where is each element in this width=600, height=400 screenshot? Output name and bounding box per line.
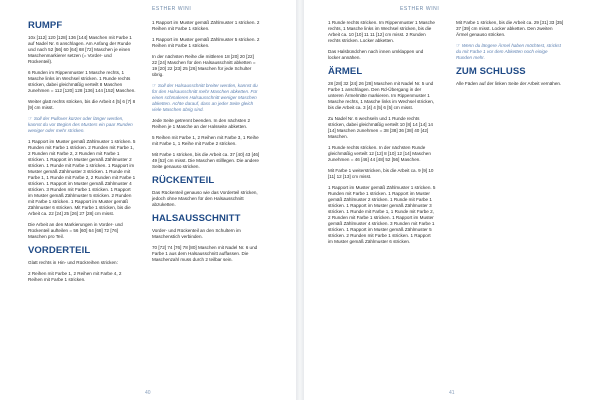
tip-note <box>152 83 260 113</box>
hand-pointer-icon: ☞ <box>152 83 158 89</box>
instruction-paragraph: In der nächsten Reihe die mittleren 18 [20] 20 [22] 22 [24] Maschen für den Halsausschnitt abketten = 19 [20] 22 [23] 25 [26] Maschen für jede Schulter übrig. <box>152 54 256 77</box>
instruction-paragraph: 1 Rapport im Muster gemäß Zählmuster 5 stricken. 2 Reihen mit Farbe 1 stricken. <box>152 37 260 48</box>
page-number: 40 <box>145 390 151 396</box>
instruction-paragraph: Vorder- und Rückenteil an den Schultern im Maschenstich verbinden. <box>152 228 241 239</box>
instruction-paragraph: 1 Rapport im Muster gemäß Zählmuster 1 stricken. 2 Reihen mit Farbe 1 stricken. <box>152 20 260 31</box>
instruction-paragraph: Das Halsbündchen nach innen umklappen und locker annähen. <box>328 49 424 60</box>
instruction-paragraph: 6 Runden im Rippenmuster 1 Masche rechts, 1 Masche links im Wechsel stricken. 1 Runde rechts stricken, dabei gleichmäßig verteilt 8 Maschen zunehmen = 112 [120] 128 [136] 144 [152] Maschen. <box>28 70 136 93</box>
instruction-paragraph: 2 Reihen mit Farbe 1, 2 Reihen mit Farbe 4, 2 Reihen mit Farbe 1 stricken. <box>28 271 122 282</box>
section-heading: ZUM SCHLUSS <box>456 66 526 77</box>
section-heading: RÜCKENTEIL <box>152 175 215 186</box>
section-heading: HALSAUSSCHNITT <box>152 213 241 224</box>
section-heading: ÄRMEL <box>328 66 363 77</box>
instruction-paragraph: 1 Rapport im Muster gemäß Zählmuster 1 stricken. 5 Runden mit Farbe 1 stricken. 2 Runden mit Farbe 1, 2 Runden mit Farbe 2, 2 Runden mit Farbe 1 stricken. 1 Rapport im Muster gemäß Zählmuster 2 stricken. 1 Runde mit Farbe 1 stricken. 1 Rapport im Muster gemäß Zählmuster 3 stricken. 1 Runde mit Farbe 1, 1 Runde mit Farbe 2, 2 Runden mit Farbe 1 stricken. 1 Rapport im Muster gemäß Zählmuster 4 stricken. 3 Runden mit Farbe 1 stricken. 1 Rapport im Muster gemäß Zählmuster 5 stricken. 2 Runden mit Farbe 1 stricken. 1 Rapport im Muster gemäß Zählmuster 6 stricken. Mit Farbe 1 stricken, bis die Arbeit ca. 22 [24] 25 [26] 27 [28] cm misst. <box>28 139 136 216</box>
instruction-paragraph: 1 Runde rechts stricken. Im Rippenmuster 1 Masche rechts, 1 Masche links im Wechsel stricken, bis die Arbeit ca. 10 [10] 11 11 [12] cm misst. 2 Runden rechts stricken. Locker abketten. <box>328 20 435 43</box>
instruction-paragraph: Mit Farbe 1 stricken, bis die Arbeit ca. 29 [31] 33 [35] 37 [39] cm misst. Locker abketten. Den zweiten Ärmel genauso stricken. <box>456 20 564 37</box>
tip-text: Soll der Pullover kürzer oder länger werden, kannst du vor Beginn des Musters ein paar Runden weniger oder mehr stricken. <box>28 116 133 133</box>
instruction-paragraph: Jede Seite getrennt beenden. In den nächsten 2 Reihen je 1 Masche an der Halsseite abketten. <box>152 118 251 129</box>
instruction-paragraph: Mit Farbe 1 stricken, bis die Arbeit ca. 37 [40] 43 [46] 49 [52] cm misst. Die Maschen stilllegen. Die andere Seite genauso stricken. <box>152 152 260 169</box>
hand-pointer-icon: ☞ <box>456 43 462 49</box>
section-heading: RUMPF <box>28 20 63 31</box>
tip-text: Wenn du längere Ärmel haben möchtest, strickst du mit Farbe 1 vor dem Abketten noch einige Runden mehr. <box>456 43 561 60</box>
running-header: ESTHER WINI <box>400 6 440 12</box>
running-header: ESTHER WINI <box>152 6 192 12</box>
instruction-paragraph: Das Rückenteil genauso wie das Vorderteil stricken, jedoch ohne Maschen für den Halsausschnitt abzuketten. <box>152 190 258 207</box>
instruction-paragraph: Die Arbeit an den Markierungen in Vorder- und Rückenteil aufteilen = 56 [60] 64 [68] 72 [76] Maschen pro Teil. <box>28 222 123 239</box>
column <box>328 20 436 250</box>
instruction-paragraph: Weiter glatt rechts stricken, bis die Arbeit 4 [5] 6 [7] 8 [9] cm misst. <box>28 99 136 110</box>
tip-note <box>456 43 564 61</box>
column <box>28 20 136 288</box>
instruction-paragraph: Mit Farbe 1 weiterstricken, bis die Arbeit ca. 9 [9] 10 [11] 12 [13] cm misst. <box>328 168 434 179</box>
left-page <box>0 0 296 400</box>
instruction-paragraph: 28 [28] 32 [24] 26 [28] Maschen mit Nadel Nr. 5 und Farbe 1 anschlagen. Den Rd-Übergang in der unteren Ärmelmitte markieren. Im Rippenmuster 1 Masche rechts, 1 Masche links im Wechsel stricken, bis die Arbeit ca. 3 [4] 4 [5] 6 [5] cm misst. <box>328 81 435 110</box>
hand-pointer-icon: ☞ <box>28 116 34 122</box>
gutter <box>296 0 304 400</box>
instruction-paragraph: Zu Nadel Nr. 6 wechseln und 1 Runde rechts stricken, dabei gleichmäßig verteilt 10 [8] 14 [14] 14 [14] Maschen zunehmen = 38 [38] 36 [38] 40 [42] Maschen. <box>328 116 433 139</box>
instruction-paragraph: Alle Fäden auf der linken Seite der Arbeit vernähen. <box>456 81 562 86</box>
page-number: 41 <box>449 390 455 396</box>
column <box>456 20 564 92</box>
instruction-paragraph: 10x [112] 120 [128] 136 [144] Maschen mit Farbe 1 auf Nadel Nr. 6 anschlagen. Am Anfang der Runde und nach 52 [56] 60 [64] 68 [72] Maschen je einen Maschenmarkierer setzen (= Vorder- und Rückenteil). <box>28 35 132 64</box>
instruction-paragraph: Glatt rechts in Hin- und Rückreihen stricken: <box>28 260 118 265</box>
instruction-paragraph: 1 Rapport im Muster gemäß Zählmuster 1 stricken. 5 Runden mit Farbe 1 stricken. 1 Rapport im Muster gemäß Zählmuster 2 stricken. 1 Runde mit Farbe 1 stricken. 1 Rapport im Muster gemäß Zählmuster 3 stricken. 1 Runde mit Farbe 1, 1 Runde mit Farbe 2, 2 Runden mit Farbe 1 stricken. 1 Rapport im Muster gemäß Zählmuster 4 stricken. 3 Runden mit Farbe 1 stricken. 1 Rapport im Muster gemäß Zählmuster 5 stricken. 2 Runden mit Farbe 1 stricken. 1 Rapport im Muster gemäß Zählmuster 6 stricken. <box>328 185 436 244</box>
right-page <box>304 0 600 400</box>
instruction-paragraph: 1 Runde rechts stricken. In der nächsten Runde gleichmäßig verteilt 12 [12] 8 [10] 12 [14] Maschen zunehmen = 46 [46] 44 [48] 52 [56] Maschen. <box>328 145 431 162</box>
instruction-paragraph: 70 [72] 74 [76] 78 [80] Maschen mit Nadel Nr. 6 und Farbe 1 aus dem Halsausschnitt auffassen. Die Maschenzahl muss durch 2 teilbar sein. <box>152 245 258 262</box>
instruction-paragraph: 5 Reihen mit Farbe 1, 2 Reihen mit Farbe 3, 1 Reihe mit Farbe 1, 1 Reihe mit Farbe 2 stricken. <box>152 135 259 146</box>
tip-text: Soll der Halsausschnitt breiter werden, kannst du für den Halsausschnitt mehr Maschen abketten. Für einen schmaleren Halsausschnitt weniger Maschen abketten. Achte darauf, dass an jeder Seite gleich viele Maschen übrig sind. <box>152 83 258 112</box>
tip-note <box>28 116 136 134</box>
column <box>152 20 260 268</box>
section-heading: VORDERTEIL <box>28 245 91 256</box>
